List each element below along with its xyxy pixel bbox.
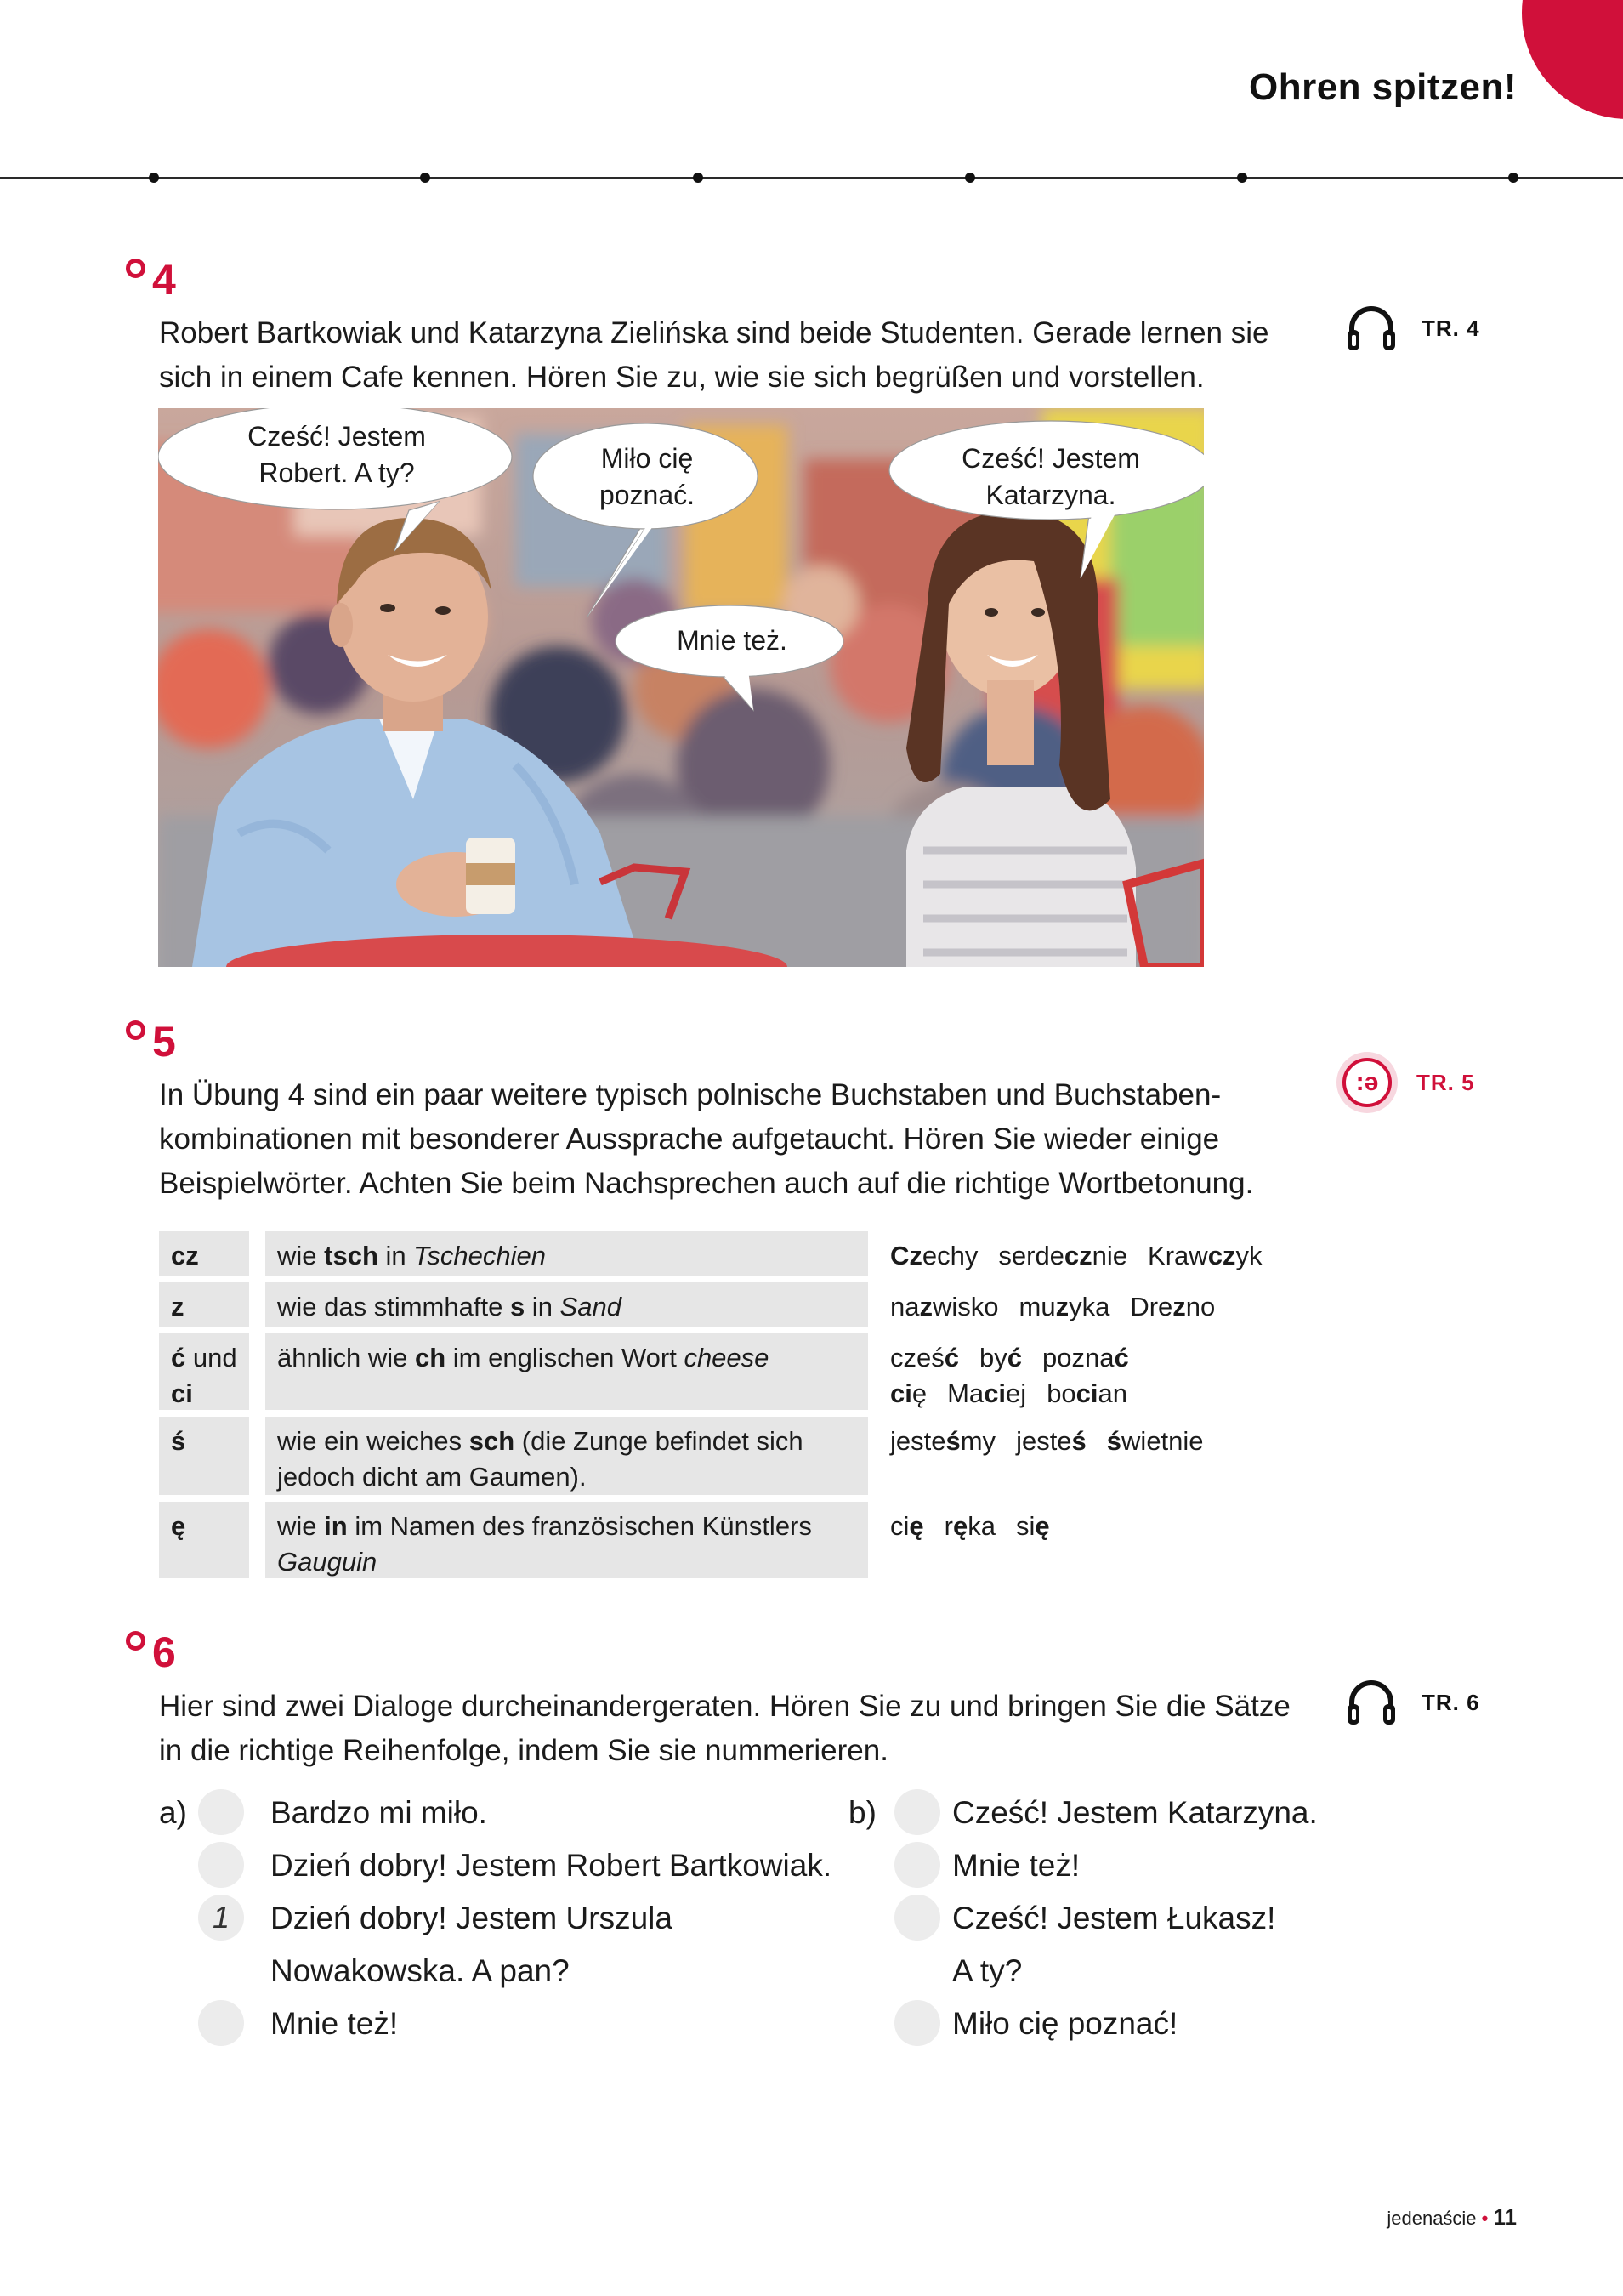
- track-4[interactable]: [1345, 303, 1480, 354]
- instruction-line: in die richtige Reihenfolge, indem Sie sie nummerieren.: [159, 1734, 888, 1767]
- dialogue-line: Mnie też!: [270, 2006, 399, 2041]
- speech-bubble-mnie: Mnie też.: [677, 625, 787, 656]
- headphones-icon: [1345, 303, 1398, 354]
- description-cell: wie tsch in Tschechien: [265, 1231, 868, 1276]
- page-title: Ohren spitzen!: [1248, 66, 1517, 108]
- instruction-line: Beispielwörter. Achten Sie beim Nachsprechen auch auf die richtige Wortbetonung.: [159, 1167, 1254, 1200]
- number-field[interactable]: [894, 1895, 940, 1941]
- track-label: TR. 4: [1422, 315, 1480, 341]
- description-cell: wie ein weiches sch (die Zunge befindet sich jedoch dicht am Gaumen).: [265, 1417, 868, 1495]
- example-word: ręka: [944, 1511, 996, 1541]
- dialogue-a-label: a): [159, 1795, 187, 1830]
- example-word: nazwisko: [890, 1292, 999, 1321]
- instruction-line: Robert Bartkowiak und Katarzyna Zielińska sind beide Studenten. Gerade lernen sie: [159, 316, 1269, 350]
- track-label: TR. 5: [1416, 1069, 1475, 1095]
- pronunciation-icon: :ə: [1336, 1052, 1398, 1113]
- example-word: się: [1015, 1511, 1050, 1541]
- page-number: 11: [1493, 2204, 1517, 2230]
- ring-icon: [126, 1631, 145, 1651]
- dialogue-line: Nowakowska. A pan?: [270, 1953, 570, 1988]
- number-field[interactable]: [894, 1842, 940, 1888]
- example-word: poznać: [1042, 1343, 1129, 1372]
- headphones-icon: [1345, 1677, 1398, 1728]
- example-word: cię: [890, 1378, 928, 1408]
- rule-dot: [420, 173, 430, 183]
- dialogue-line: Dzień dobry! Jestem Urszula: [270, 1901, 672, 1935]
- page-word: jedenaście: [1387, 2208, 1477, 2229]
- number-field[interactable]: [198, 1789, 244, 1835]
- letter-cell: ę: [159, 1502, 249, 1578]
- example-word: cię: [890, 1511, 924, 1541]
- exercise-5-number: 5: [126, 1017, 176, 1066]
- examples-cell: [878, 1333, 1354, 1410]
- ring-icon: [126, 1020, 145, 1040]
- header-rule: [0, 177, 1623, 179]
- track-6[interactable]: [1345, 1677, 1480, 1728]
- rule-dot: [1237, 173, 1247, 183]
- examples-cell: [878, 1417, 1354, 1495]
- track-label: TR. 6: [1422, 1689, 1480, 1715]
- dialogue-line: A ty?: [952, 1953, 1023, 1988]
- bullet-dot: •: [1481, 2208, 1489, 2229]
- cafe-photo: [158, 408, 1204, 967]
- letter-cell: cz: [159, 1231, 249, 1276]
- dialogue-line: Bardzo mi miło.: [270, 1795, 487, 1830]
- description-cell: wie das stimmhafte s in Sand: [265, 1282, 868, 1327]
- exercise-4-instructions: [159, 311, 1315, 400]
- corner-decoration: [1522, 0, 1623, 119]
- dialogue-line: Mnie też!: [952, 1848, 1081, 1883]
- answer-number: 1: [212, 1900, 230, 1935]
- letter-cell: ś: [159, 1417, 249, 1495]
- examples-cell: [878, 1502, 1354, 1578]
- rule-dot: [965, 173, 975, 183]
- example-word: cześć: [890, 1343, 959, 1372]
- number-field[interactable]: [894, 1789, 940, 1835]
- letter-cell: z: [159, 1282, 249, 1327]
- rule-dot: [1508, 173, 1518, 183]
- example-word: bocian: [1047, 1378, 1128, 1408]
- example-word: Czechy: [890, 1241, 979, 1270]
- example-word: świetnie: [1106, 1426, 1204, 1456]
- rule-dot: [693, 173, 703, 183]
- example-word: jesteś: [1016, 1426, 1087, 1456]
- instruction-line: Hier sind zwei Dialoge durcheinandergeraten. Hören Sie zu und bringen Sie die Sätze: [159, 1690, 1291, 1723]
- example-word: muzyka: [1019, 1292, 1110, 1321]
- page-footer: [1387, 2204, 1517, 2231]
- exercise-6-instructions: [159, 1685, 1332, 1773]
- number-field[interactable]: [198, 1895, 244, 1941]
- dialogue-b-label: b): [848, 1795, 877, 1830]
- example-word: Maciej: [947, 1378, 1027, 1408]
- instruction-line: sich in einem Cafe kennen. Hören Sie zu, wie sie sich begrüßen und vorstellen.: [159, 361, 1205, 394]
- letter-cell: ć und ci: [159, 1333, 249, 1410]
- example-word: Krawczyk: [1148, 1241, 1263, 1270]
- exercise-4-number: 4: [126, 255, 176, 304]
- example-word: Drezno: [1130, 1292, 1216, 1321]
- dialogue-line: Miło cię poznać!: [952, 2006, 1178, 2041]
- instruction-line: kombinationen mit besonderer Aussprache aufgetaucht. Hören Sie wieder einige: [159, 1122, 1220, 1156]
- speech-bubble-milo: Miło cię poznać.: [599, 443, 695, 510]
- dialogue-line: Cześć! Jestem Łukasz!: [952, 1901, 1276, 1935]
- speech-bubble-katarzyna: Cześć! Jestem Katarzyna.: [962, 443, 1140, 510]
- dialogue-line: Dzień dobry! Jestem Robert Bartkowiak.: [270, 1848, 832, 1883]
- examples-cell: [878, 1282, 1354, 1327]
- rule-dot: [149, 173, 159, 183]
- track-5[interactable]: [1336, 1052, 1475, 1113]
- exercise-6-number: 6: [126, 1628, 176, 1677]
- exercise-5-instructions: [159, 1073, 1314, 1206]
- example-word: być: [979, 1343, 1022, 1372]
- examples-cell: [878, 1231, 1354, 1276]
- number-field[interactable]: [894, 2000, 940, 2046]
- description-cell: wie in im Namen des französischen Künstlers Gauguin: [265, 1502, 868, 1578]
- number-field[interactable]: [198, 1842, 244, 1888]
- instruction-line: In Übung 4 sind ein paar weitere typisch polnische Buchstaben und Buchstaben-: [159, 1078, 1222, 1111]
- example-word: serdecznie: [998, 1241, 1128, 1270]
- description-cell: ähnlich wie ch im englischen Wort cheese: [265, 1333, 868, 1410]
- number-field[interactable]: [198, 2000, 244, 2046]
- example-word: jesteśmy: [890, 1426, 996, 1456]
- ring-icon: [126, 259, 145, 278]
- dialogue-line: Cześć! Jestem Katarzyna.: [952, 1795, 1318, 1830]
- speech-bubble-robert: Cześć! Jestem Robert. A ty?: [247, 421, 426, 488]
